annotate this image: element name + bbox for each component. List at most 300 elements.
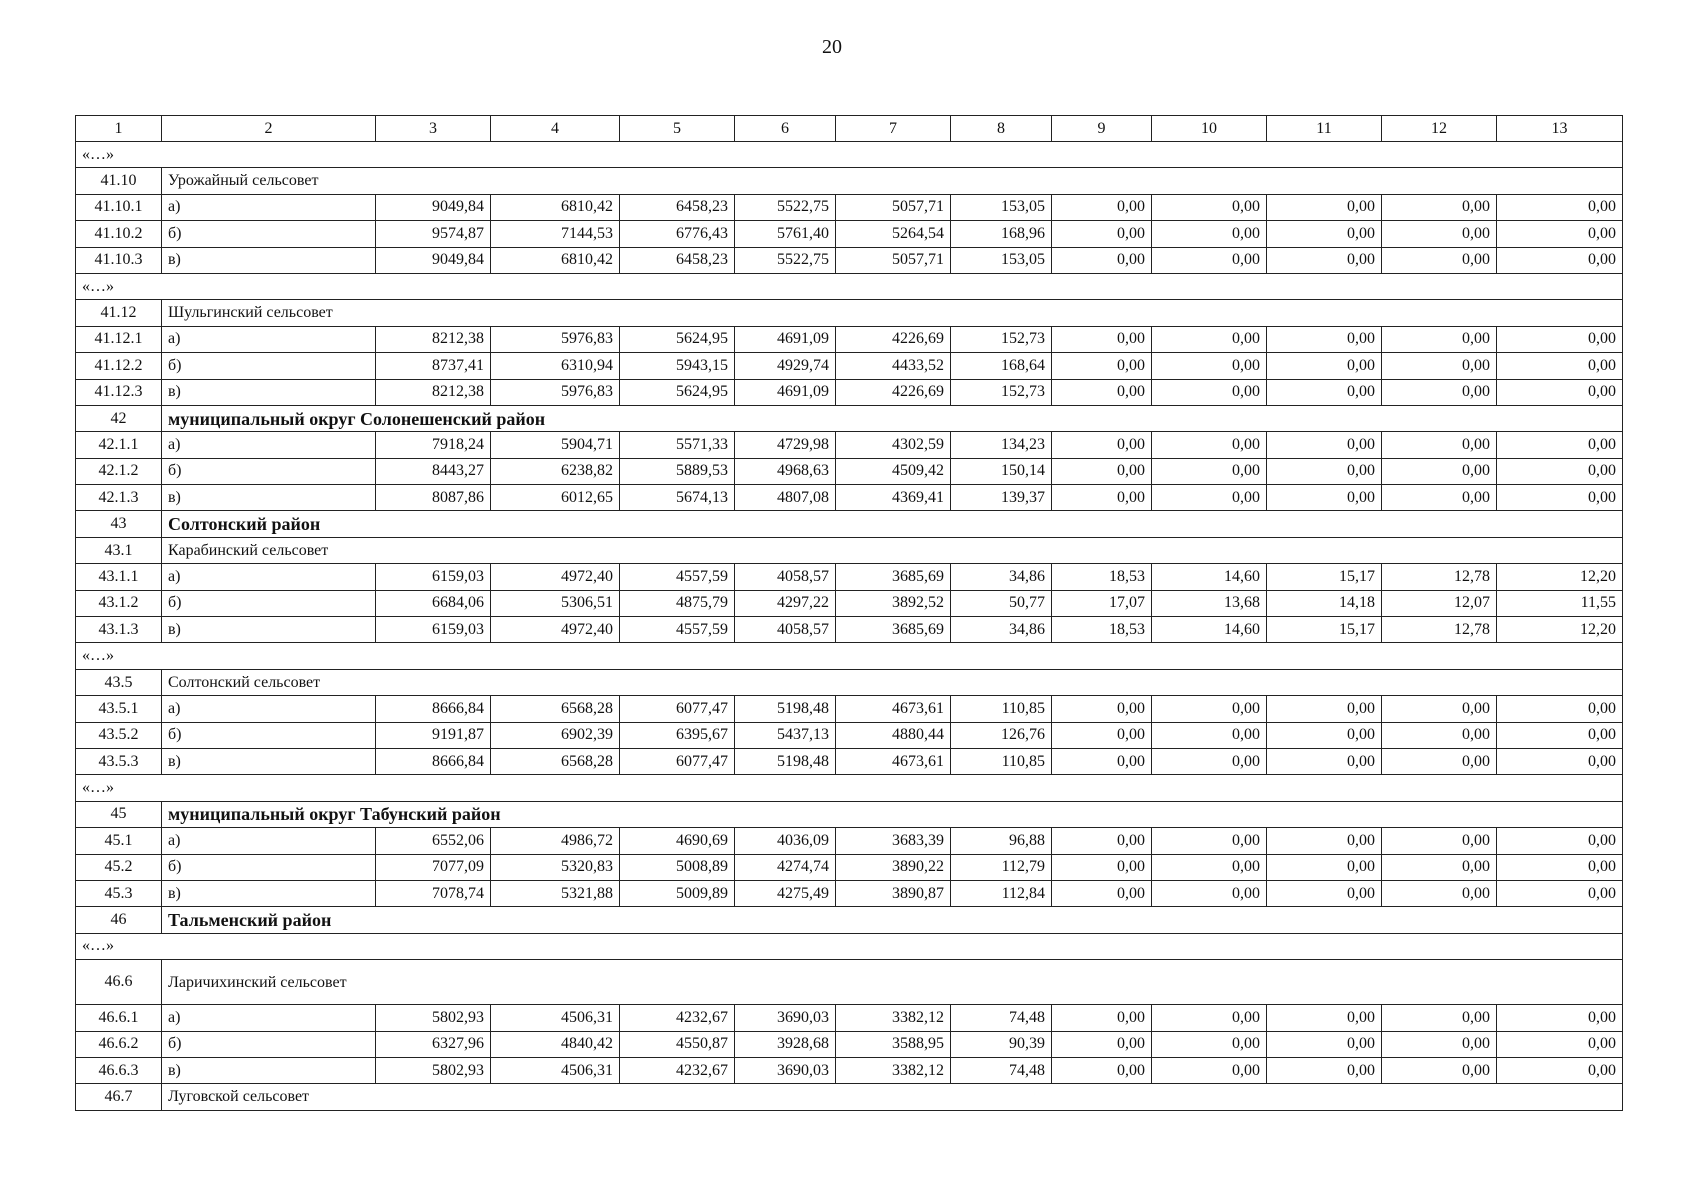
table-row [76, 485, 1623, 511]
value-cell: 4275,49 [735, 880, 836, 906]
value-cell: 5057,71 [836, 194, 951, 220]
value-cell: 152,73 [951, 379, 1052, 405]
row-label: а) [162, 828, 376, 854]
value-cell: 5943,15 [620, 353, 735, 379]
value-cell: 3382,12 [836, 1005, 951, 1031]
value-cell: 0,00 [1052, 880, 1152, 906]
value-cell: 4968,63 [735, 458, 836, 484]
value-cell: 4986,72 [491, 828, 620, 854]
value-cell: 5976,83 [491, 379, 620, 405]
value-cell: 0,00 [1382, 722, 1497, 748]
value-cell: 0,00 [1152, 828, 1267, 854]
row-code: 41.12.2 [76, 353, 162, 379]
header-cell: 1 [76, 116, 162, 142]
value-cell: 18,53 [1052, 564, 1152, 590]
value-cell: 3382,12 [836, 1057, 951, 1083]
value-cell: 0,00 [1382, 880, 1497, 906]
row-code: 43.5.1 [76, 696, 162, 722]
value-cell: 4691,09 [735, 326, 836, 352]
value-cell: 0,00 [1152, 1031, 1267, 1057]
value-cell: 5624,95 [620, 326, 735, 352]
table-row [76, 1031, 1623, 1057]
value-cell: 5904,71 [491, 432, 620, 458]
row-code: 43.5.2 [76, 722, 162, 748]
value-cell: 50,77 [951, 590, 1052, 616]
row-label: в) [162, 1057, 376, 1083]
tariff-table [75, 115, 1623, 1111]
value-cell: 0,00 [1267, 432, 1382, 458]
value-cell: 4807,08 [735, 485, 836, 511]
value-cell: 3890,22 [836, 854, 951, 880]
value-cell: 0,00 [1052, 194, 1152, 220]
value-cell: 4875,79 [620, 590, 735, 616]
header-cell: 5 [620, 116, 735, 142]
value-cell: 0,00 [1497, 1057, 1623, 1083]
row-code: 42.1.3 [76, 485, 162, 511]
table-row [76, 564, 1623, 590]
value-cell: 0,00 [1497, 379, 1623, 405]
value-cell: 5802,93 [376, 1005, 491, 1031]
row-code: 46.6.2 [76, 1031, 162, 1057]
row-label: в) [162, 617, 376, 643]
value-cell: 0,00 [1052, 458, 1152, 484]
table-row [76, 353, 1623, 379]
value-cell: 112,79 [951, 854, 1052, 880]
value-cell: 8212,38 [376, 379, 491, 405]
value-cell: 0,00 [1267, 854, 1382, 880]
row-label: в) [162, 247, 376, 273]
ellipsis-cell: «…» [76, 933, 1623, 959]
value-cell: 110,85 [951, 748, 1052, 774]
value-cell: 5976,83 [491, 326, 620, 352]
value-cell: 0,00 [1382, 458, 1497, 484]
row-label: в) [162, 748, 376, 774]
value-cell: 0,00 [1152, 379, 1267, 405]
value-cell: 0,00 [1152, 1057, 1267, 1083]
ellipsis-cell: «…» [76, 643, 1623, 669]
value-cell: 8087,86 [376, 485, 491, 511]
value-cell: 3892,52 [836, 590, 951, 616]
value-cell: 74,48 [951, 1057, 1052, 1083]
value-cell: 0,00 [1497, 1031, 1623, 1057]
header-cell: 8 [951, 116, 1052, 142]
ellipsis-row [76, 643, 1623, 669]
value-cell: 6458,23 [620, 194, 735, 220]
table-row [76, 722, 1623, 748]
value-cell: 0,00 [1497, 748, 1623, 774]
value-cell: 4226,69 [836, 379, 951, 405]
value-cell: 0,00 [1382, 353, 1497, 379]
value-cell: 3588,95 [836, 1031, 951, 1057]
value-cell: 5522,75 [735, 194, 836, 220]
value-cell: 8212,38 [376, 326, 491, 352]
section-name: муниципальный округ Солонешенский район [162, 405, 1623, 431]
value-cell: 0,00 [1052, 1057, 1152, 1083]
value-cell: 6238,82 [491, 458, 620, 484]
value-cell: 0,00 [1497, 458, 1623, 484]
value-cell: 139,37 [951, 485, 1052, 511]
value-cell: 8666,84 [376, 696, 491, 722]
value-cell: 0,00 [1267, 247, 1382, 273]
value-cell: 0,00 [1052, 247, 1152, 273]
section-name: Солтонский сельсовет [162, 669, 1623, 695]
row-code: 45 [76, 801, 162, 827]
value-cell: 12,20 [1497, 617, 1623, 643]
header-cell: 10 [1152, 116, 1267, 142]
value-cell: 4690,69 [620, 828, 735, 854]
value-cell: 8666,84 [376, 748, 491, 774]
row-code: 43.1.3 [76, 617, 162, 643]
value-cell: 6159,03 [376, 617, 491, 643]
value-cell: 0,00 [1497, 722, 1623, 748]
value-cell: 6327,96 [376, 1031, 491, 1057]
value-cell: 0,00 [1382, 379, 1497, 405]
row-label: а) [162, 432, 376, 458]
value-cell: 4058,57 [735, 564, 836, 590]
row-code: 41.12.1 [76, 326, 162, 352]
value-cell: 0,00 [1152, 326, 1267, 352]
table-row [76, 194, 1623, 220]
row-code: 46.7 [76, 1084, 162, 1110]
value-cell: 0,00 [1497, 221, 1623, 247]
value-cell: 0,00 [1267, 221, 1382, 247]
value-cell: 6159,03 [376, 564, 491, 590]
value-cell: 152,73 [951, 326, 1052, 352]
value-cell: 3890,87 [836, 880, 951, 906]
ellipsis-cell: «…» [76, 273, 1623, 299]
value-cell: 0,00 [1052, 696, 1152, 722]
value-cell: 6552,06 [376, 828, 491, 854]
value-cell: 0,00 [1052, 1005, 1152, 1031]
value-cell: 0,00 [1267, 1031, 1382, 1057]
value-cell: 12,78 [1382, 617, 1497, 643]
table-row [76, 221, 1623, 247]
value-cell: 5624,95 [620, 379, 735, 405]
value-cell: 6568,28 [491, 748, 620, 774]
table-row [76, 590, 1623, 616]
value-cell: 4673,61 [836, 696, 951, 722]
row-label: а) [162, 326, 376, 352]
value-cell: 4232,67 [620, 1057, 735, 1083]
row-label: в) [162, 485, 376, 511]
row-label: б) [162, 353, 376, 379]
header-cell: 6 [735, 116, 836, 142]
value-cell: 4509,42 [836, 458, 951, 484]
value-cell: 0,00 [1152, 485, 1267, 511]
row-code: 46 [76, 907, 162, 933]
value-cell: 5198,48 [735, 748, 836, 774]
value-cell: 0,00 [1497, 696, 1623, 722]
value-cell: 0,00 [1052, 1031, 1152, 1057]
header-cell: 7 [836, 116, 951, 142]
table-row [76, 854, 1623, 880]
row-code: 41.12.3 [76, 379, 162, 405]
section-row [76, 405, 1623, 431]
row-label: б) [162, 1031, 376, 1057]
table-row [76, 379, 1623, 405]
row-label: б) [162, 854, 376, 880]
value-cell: 5674,13 [620, 485, 735, 511]
value-cell: 9574,87 [376, 221, 491, 247]
value-cell: 9049,84 [376, 247, 491, 273]
value-cell: 0,00 [1382, 194, 1497, 220]
row-label: б) [162, 458, 376, 484]
row-label: в) [162, 379, 376, 405]
value-cell: 0,00 [1052, 379, 1152, 405]
value-cell: 4729,98 [735, 432, 836, 458]
value-cell: 0,00 [1497, 854, 1623, 880]
value-cell: 4880,44 [836, 722, 951, 748]
value-cell: 0,00 [1382, 326, 1497, 352]
value-cell: 6810,42 [491, 247, 620, 273]
value-cell: 0,00 [1497, 485, 1623, 511]
value-cell: 4972,40 [491, 564, 620, 590]
table-row [76, 326, 1623, 352]
value-cell: 0,00 [1267, 458, 1382, 484]
value-cell: 96,88 [951, 828, 1052, 854]
table-row [76, 1057, 1623, 1083]
table-row [76, 748, 1623, 774]
table-row [76, 617, 1623, 643]
value-cell: 12,07 [1382, 590, 1497, 616]
value-cell: 0,00 [1382, 828, 1497, 854]
value-cell: 17,07 [1052, 590, 1152, 616]
row-code: 43.1.1 [76, 564, 162, 590]
value-cell: 0,00 [1382, 432, 1497, 458]
value-cell: 110,85 [951, 696, 1052, 722]
value-cell: 0,00 [1052, 854, 1152, 880]
value-cell: 0,00 [1052, 432, 1152, 458]
value-cell: 6012,65 [491, 485, 620, 511]
value-cell: 4506,31 [491, 1057, 620, 1083]
value-cell: 6395,67 [620, 722, 735, 748]
row-code: 45.1 [76, 828, 162, 854]
header-cell: 4 [491, 116, 620, 142]
row-code: 42.1.2 [76, 458, 162, 484]
value-cell: 4691,09 [735, 379, 836, 405]
value-cell: 0,00 [1152, 696, 1267, 722]
value-cell: 5761,40 [735, 221, 836, 247]
header-cell: 11 [1267, 116, 1382, 142]
ellipsis-row [76, 142, 1623, 168]
value-cell: 14,60 [1152, 564, 1267, 590]
value-cell: 5057,71 [836, 247, 951, 273]
value-cell: 112,84 [951, 880, 1052, 906]
value-cell: 168,64 [951, 353, 1052, 379]
section-row [76, 300, 1623, 326]
row-label: в) [162, 880, 376, 906]
value-cell: 4972,40 [491, 617, 620, 643]
ellipsis-row [76, 933, 1623, 959]
value-cell: 13,68 [1152, 590, 1267, 616]
value-cell: 0,00 [1052, 722, 1152, 748]
section-row [76, 537, 1623, 563]
section-name: Ларичихинский сельсовет [162, 960, 1623, 1005]
section-row [76, 907, 1623, 933]
value-cell: 0,00 [1267, 880, 1382, 906]
value-cell: 74,48 [951, 1005, 1052, 1031]
value-cell: 0,00 [1267, 828, 1382, 854]
ellipsis-cell: «…» [76, 142, 1623, 168]
value-cell: 5437,13 [735, 722, 836, 748]
section-name: муниципальный округ Табунский район [162, 801, 1623, 827]
value-cell: 0,00 [1052, 326, 1152, 352]
row-label: б) [162, 722, 376, 748]
row-label: а) [162, 1005, 376, 1031]
section-row [76, 960, 1623, 1005]
row-code: 45.3 [76, 880, 162, 906]
row-code: 41.10.1 [76, 194, 162, 220]
value-cell: 5571,33 [620, 432, 735, 458]
value-cell: 0,00 [1152, 458, 1267, 484]
value-cell: 0,00 [1267, 326, 1382, 352]
value-cell: 4232,67 [620, 1005, 735, 1031]
value-cell: 0,00 [1382, 1057, 1497, 1083]
value-cell: 5306,51 [491, 590, 620, 616]
value-cell: 6077,47 [620, 748, 735, 774]
table-row [76, 828, 1623, 854]
row-label: б) [162, 221, 376, 247]
value-cell: 7077,09 [376, 854, 491, 880]
value-cell: 5522,75 [735, 247, 836, 273]
value-cell: 18,53 [1052, 617, 1152, 643]
header-cell: 13 [1497, 116, 1623, 142]
value-cell: 0,00 [1052, 353, 1152, 379]
row-code: 46.6.3 [76, 1057, 162, 1083]
value-cell: 5889,53 [620, 458, 735, 484]
value-cell: 153,05 [951, 194, 1052, 220]
value-cell: 11,55 [1497, 590, 1623, 616]
value-cell: 0,00 [1267, 722, 1382, 748]
value-cell: 0,00 [1497, 326, 1623, 352]
value-cell: 0,00 [1152, 722, 1267, 748]
section-row [76, 669, 1623, 695]
value-cell: 15,17 [1267, 564, 1382, 590]
ellipsis-row [76, 273, 1623, 299]
value-cell: 0,00 [1052, 485, 1152, 511]
value-cell: 34,86 [951, 617, 1052, 643]
section-row [76, 801, 1623, 827]
value-cell: 0,00 [1152, 432, 1267, 458]
value-cell: 8737,41 [376, 353, 491, 379]
header-cell: 2 [162, 116, 376, 142]
row-code: 43.1.2 [76, 590, 162, 616]
value-cell: 4550,87 [620, 1031, 735, 1057]
value-cell: 14,18 [1267, 590, 1382, 616]
value-cell: 0,00 [1267, 696, 1382, 722]
row-code: 43 [76, 511, 162, 537]
section-name: Шульгинский сельсовет [162, 300, 1623, 326]
value-cell: 4058,57 [735, 617, 836, 643]
value-cell: 6810,42 [491, 194, 620, 220]
value-cell: 0,00 [1382, 221, 1497, 247]
value-cell: 4226,69 [836, 326, 951, 352]
table-row [76, 880, 1623, 906]
row-code: 46.6 [76, 960, 162, 1005]
value-cell: 5009,89 [620, 880, 735, 906]
value-cell: 0,00 [1382, 485, 1497, 511]
value-cell: 0,00 [1267, 353, 1382, 379]
value-cell: 0,00 [1497, 194, 1623, 220]
value-cell: 0,00 [1152, 748, 1267, 774]
value-cell: 6458,23 [620, 247, 735, 273]
value-cell: 0,00 [1052, 748, 1152, 774]
value-cell: 3685,69 [836, 564, 951, 590]
value-cell: 4557,59 [620, 564, 735, 590]
value-cell: 4433,52 [836, 353, 951, 379]
row-code: 43.5.3 [76, 748, 162, 774]
section-name: Тальменский район [162, 907, 1623, 933]
row-code: 43.1 [76, 537, 162, 563]
table-row [76, 696, 1623, 722]
value-cell: 0,00 [1382, 854, 1497, 880]
value-cell: 4297,22 [735, 590, 836, 616]
value-cell: 0,00 [1382, 1031, 1497, 1057]
value-cell: 0,00 [1267, 485, 1382, 511]
row-code: 42 [76, 405, 162, 431]
section-name: Солтонский район [162, 511, 1623, 537]
section-row [76, 168, 1623, 194]
table-row [76, 458, 1623, 484]
value-cell: 0,00 [1152, 1005, 1267, 1031]
value-cell: 6902,39 [491, 722, 620, 748]
value-cell: 0,00 [1382, 1005, 1497, 1031]
value-cell: 4036,09 [735, 828, 836, 854]
value-cell: 0,00 [1152, 221, 1267, 247]
value-cell: 5802,93 [376, 1057, 491, 1083]
value-cell: 5321,88 [491, 880, 620, 906]
value-cell: 150,14 [951, 458, 1052, 484]
value-cell: 0,00 [1267, 194, 1382, 220]
value-cell: 134,23 [951, 432, 1052, 458]
row-code: 43.5 [76, 669, 162, 695]
value-cell: 7078,74 [376, 880, 491, 906]
row-code: 41.10 [76, 168, 162, 194]
table-row [76, 1005, 1623, 1031]
row-label: б) [162, 590, 376, 616]
value-cell: 15,17 [1267, 617, 1382, 643]
value-cell: 4274,74 [735, 854, 836, 880]
row-code: 45.2 [76, 854, 162, 880]
value-cell: 0,00 [1497, 828, 1623, 854]
value-cell: 168,96 [951, 221, 1052, 247]
value-cell: 4929,74 [735, 353, 836, 379]
value-cell: 0,00 [1267, 379, 1382, 405]
value-cell: 8443,27 [376, 458, 491, 484]
row-label: а) [162, 564, 376, 590]
value-cell: 12,20 [1497, 564, 1623, 590]
section-row [76, 511, 1623, 537]
value-cell: 3685,69 [836, 617, 951, 643]
value-cell: 3690,03 [735, 1005, 836, 1031]
table-body [76, 116, 1623, 1111]
row-code: 41.10.2 [76, 221, 162, 247]
section-name: Урожайный сельсовет [162, 168, 1623, 194]
value-cell: 6568,28 [491, 696, 620, 722]
value-cell: 7918,24 [376, 432, 491, 458]
value-cell: 0,00 [1497, 880, 1623, 906]
row-label: а) [162, 696, 376, 722]
value-cell: 0,00 [1497, 247, 1623, 273]
header-cell: 9 [1052, 116, 1152, 142]
value-cell: 0,00 [1152, 194, 1267, 220]
table-row [76, 432, 1623, 458]
value-cell: 4302,59 [836, 432, 951, 458]
row-code: 46.6.1 [76, 1005, 162, 1031]
value-cell: 90,39 [951, 1031, 1052, 1057]
value-cell: 0,00 [1152, 353, 1267, 379]
value-cell: 0,00 [1267, 1005, 1382, 1031]
